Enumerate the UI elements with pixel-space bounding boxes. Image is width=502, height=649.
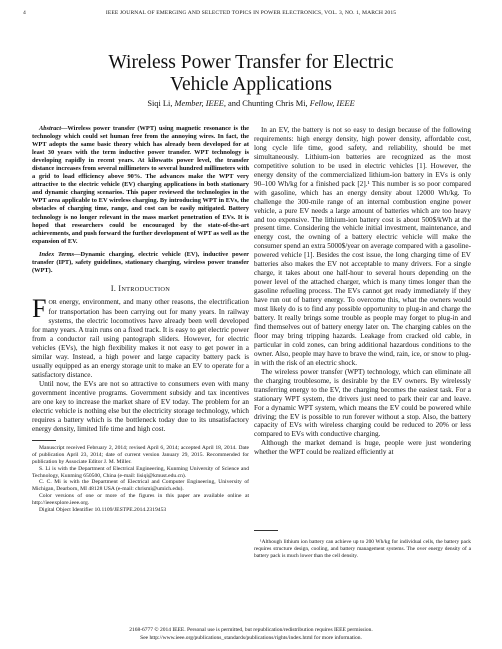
body-paragraph-market: Although the market demand is huge, people were just wondering whether the WPT could be realized efficiently at — [254, 439, 471, 457]
footnote-author-2: C. C. Mi is with the Department of Electrical and Computer Engineering, University of Michigan, Dearborn, MI 48128 USA (e-mail: chrismi@umich.edu). — [32, 479, 249, 493]
footnote-lithium: ¹Although lithium ion battery can achieve up to 200 Wh/kg for individual cells, the battery pack requires structure design, cooling, and battery management systems. The over energy density of a battery pack is much lower than the cell density. — [254, 539, 471, 559]
paper-title — [40, 52, 462, 96]
abstract — [32, 125, 249, 246]
footnote-rule-right — [254, 530, 278, 531]
author-1: Siqi Li, — [147, 99, 173, 108]
rights-link-line: See http://www.ieee.org/publications_standards/publications/rights/index.html for more information. — [140, 635, 362, 641]
copyright-line: 2168-6777 © 2014 IEEE. Personal use is permitted, but republication/redistribution requires IEEE permission. — [129, 627, 373, 633]
running-head — [23, 10, 479, 20]
abstract-label: Abstract — [39, 125, 62, 132]
body-paragraph-wpt: The wireless power transfer (WPT) technology, which can eliminate all the charging troublesome, is desirable by the EV owners. By wirelessly transferring energy to the EV, the charging becomes the easiest task. For a stationary WPT system, the drivers just need to park their car and leave. For a dynamic WPT system, which means the EV could be powered while driving; the EV is possible to run forever without a stop. Also, the battery capacity of EVs with wireless charging could be reduced to 20% or less compared to EVs with conductive charging. — [254, 367, 471, 439]
footnote-color: Color versions of one or more of the figures in this paper are available online at http://ieeexplore.ieee.org. — [32, 492, 249, 506]
section-first-letter: I — [118, 283, 122, 293]
right-column — [254, 126, 471, 457]
footnote-author-1: S. Li is with the Department of Electrical Engineering, Kunming University of Science and Technology, Kunming 650500, China (e-mail: lisiqi@kmust.edu.cn). — [32, 465, 249, 479]
section-heading — [32, 285, 249, 295]
index-terms — [32, 251, 249, 275]
journal-name: IEEE JOURNAL OF EMERGING AND SELECTED TOPICS IN POWER ELECTRONICS, VOL. 3, NO. 1, MARCH 2015 — [105, 10, 397, 16]
section-title-rest: NTRODUCTION — [121, 285, 171, 293]
author-2: and Chunting Chris Mi, — [228, 99, 308, 108]
left-column — [32, 125, 249, 513]
drop-cap: F — [32, 294, 47, 324]
author-list — [40, 99, 462, 108]
title-line-2: Vehicle Applications — [170, 74, 332, 95]
index-terms-text: —Dynamic charging, electric vehicle (EV), inductive power transfer (IPT), safety guidelines, stationary charging, wireless power transfer (WPT). — [32, 250, 249, 274]
footnote-doi: Digital Object Identifier 10.1109/JESTPE.2014.2319453 — [39, 506, 167, 513]
abstract-text: —Wireless power transfer (WPT) using magnetic resonance is the technology which could set human free from the annoying wires. In fact, the WPT adopts the same basic theory which has already been developed for at least 30 years with the term inductive power transfer. WPT technology is developing rapidly in recent years. At kilowatts power level, the transfer distance increases from several millimeters to several hundred millimeters with a grid to load efficiency above 90%. The advances make the WPT very attractive to the electric vehicle (EV) charging applications in both stationary and dynamic charging scenarios. This paper reviewed the technologies in the WPT area applicable to EV wireless charging. By introducing WPT in EVs, the obstacles of charging time, range, and cost can be easily mitigated. Battery technology is no longer relevant in the mass market penetration of EVs. It is hoped that researchers could be encouraged by the state-of-the-art achievements, and push forward the further development of WPT as well as the expansion of EV. — [32, 125, 249, 245]
body-paragraph-battery: In an EV, the battery is not so easy to design because of the following requirements: high energy density, high power density, affordable cost, long cycle life time, good safety, and reliability, should be met simultaneously. Lithium-ion batteries are recognized as the most competitive solution to be used in electric vehicles [1]. However, the energy density of the commercialized lithium-ion battery in EVs is only 90–100 Wh/kg for a finished pack [2].¹ This number is so poor compared with gasoline, which has an energy density about 12000 Wh/kg. To challenge the 300-mile range of an internal combustion engine power vehicle, a pure EV needs a large amount of batteries which are too heavy and too expensive. The lithium-ion battery cost is about 500$/kWh at the present time. Considering the vehicle initial investment, maintenance, and energy cost, the owning of a battery electric vehicle will make the consumer spend an extra 5000$/year on average compared with a gasoline-powered vehicle [1]. Besides the cost issue, the long charging time of EV batteries also makes the EV not acceptable to many drivers. For a single charge, it takes about one half-hour to several hours depending on the power level of the attached charger, which is many times longer than the gasoline refueling process. The EVs cannot get ready immediately if they have run out of battery energy. To overcome this, what the owners would most likely do is to find any possible opportunity to plug-in and charge the battery. It really brings some trouble as people may forget to plug-in and find themselves out of battery energy later on. The charging cables on the floor may bring tripping hazards. Leakage from cracked old cable, in particular in cold zones, can bring additional hazardous conditions to the owner. Also, people may have to brave the wind, rain, ice, or snow to plug-in with the risk of an electric shock. — [254, 126, 471, 367]
footnote-rule-left — [32, 440, 56, 441]
intro-paragraph-2: Until now, the EVs are not so attractive to consumers even with many government incentive programs. Government subsidy and tax incentives are one key to increase the market share of EV today. The problem for an electric vehicle is nothing else but the electricity storage technology, which requires a battery which is the bottleneck today due to its unsatisfactory energy density, limited life time and high cost. — [32, 380, 249, 434]
section-number: I. — [110, 283, 117, 293]
author-1-role: Member, IEEE, — [174, 99, 226, 108]
footnote-manuscript: Manuscript received February 2, 2014; revised April 6, 2014; accepted April 18, 2014. Date of publication April 23, 2014; date of current version January 29, 2015. Recommended for publication by Associate Editor J. M. Miller. — [32, 445, 249, 465]
intro-smallcaps: OR — [48, 300, 57, 307]
intro-paragraph-1 — [32, 294, 249, 380]
title-line-1: Wireless Power Transfer for Electric — [108, 52, 394, 73]
author-2-role: Fellow, IEEE — [309, 99, 355, 108]
index-terms-label: Index Terms — [39, 250, 75, 258]
page-number: 4 — [23, 10, 26, 16]
intro-paragraph-1-text: energy, environment, and many other reasons, the electrification for transportation has been carrying out for many years. In railway systems, the electric locomotives have already been well developed for many years. A train runs on a fixed track. It is easy to get electric power from a conductor rail using pantograph sliders. However, for electric vehicles (EVs), the high flexibility makes it not easy to get power in a similar way. Instead, a high power and large capacity battery pack is usually equipped as an energy storage unit to make an EV to operate for a satisfactory distance. — [32, 298, 249, 380]
